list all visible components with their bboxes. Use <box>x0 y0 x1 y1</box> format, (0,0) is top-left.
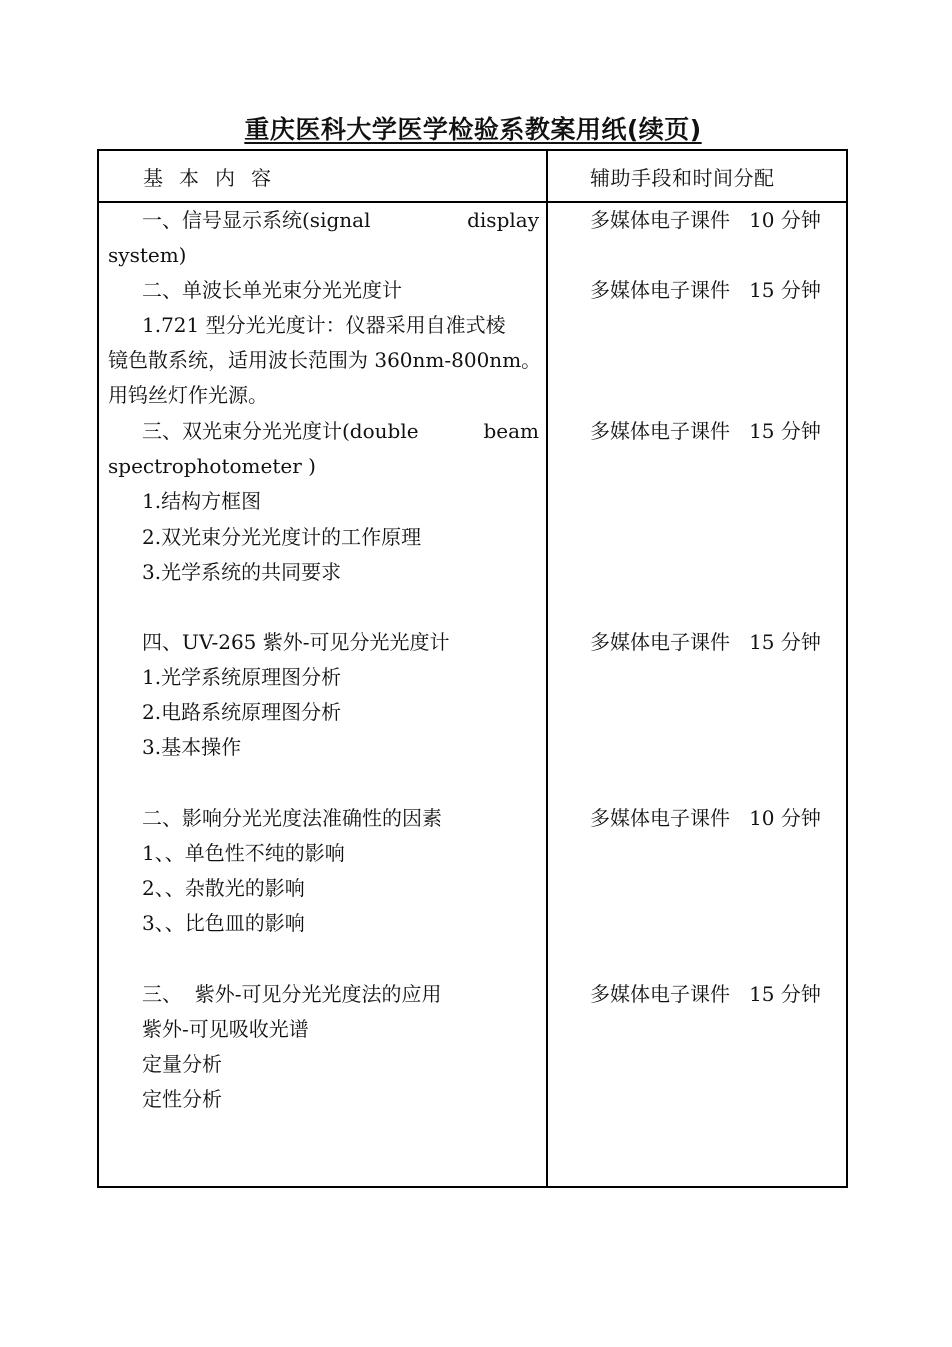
section-2-title: 二、单波长单光束分光光度计 <box>142 278 402 302</box>
aids-column-header: 辅助手段和时间分配 <box>590 166 775 190</box>
section-4-title: 四、UV-265 紫外-可见分光光度计 <box>142 630 450 654</box>
list-item: 1.光学系统原理图分析 <box>142 665 342 689</box>
section-3-title-cont: spectrophotometer ) <box>108 454 316 478</box>
list-item: 3.光学系统的共同要求 <box>142 560 342 584</box>
section-1-title-cont: system) <box>108 243 187 267</box>
section-3-title-part2: beam <box>483 419 539 443</box>
section-1-title-part2: display <box>467 208 539 232</box>
list-item: 2.电路系统原理图分析 <box>142 700 342 724</box>
page-title: 重庆医科大学医学检验系教案用纸(续页) <box>244 115 702 144</box>
section-6-title: 三、 紫外-可见分光光度法的应用 <box>142 982 442 1006</box>
section-1-title <box>108 203 539 238</box>
section-3-title-part1: 三、双光束分光光度计(double <box>142 419 419 443</box>
aid-5: 多媒体电子课件 10 分钟 <box>590 806 821 830</box>
list-item: 紫外-可见吸收光谱 <box>142 1017 309 1041</box>
lesson-plan-table <box>97 149 848 1188</box>
list-item: 1.结构方框图 <box>142 489 262 513</box>
section-5-title: 二、影响分光光度法准确性的因素 <box>142 806 442 830</box>
content-column-header: 基本内容 <box>143 166 287 190</box>
aid-3: 多媒体电子课件 15 分钟 <box>590 419 821 443</box>
section-1-title-part1: 一、信号显示系统(signal <box>142 208 371 232</box>
section-3-title <box>108 414 539 449</box>
list-item: 3.基本操作 <box>142 735 242 759</box>
list-item: 2、、杂散光的影响 <box>142 876 305 900</box>
aid-4: 多媒体电子课件 15 分钟 <box>590 630 821 654</box>
list-item: 2.双光束分光光度计的工作原理 <box>142 525 422 549</box>
list-item: 定性分析 <box>142 1087 222 1111</box>
section-2-desc-line3: 用钨丝灯作光源。 <box>108 383 268 407</box>
list-item: 3、、比色皿的影响 <box>142 911 305 935</box>
aid-6: 多媒体电子课件 15 分钟 <box>590 982 821 1006</box>
aid-2: 多媒体电子课件 15 分钟 <box>590 278 821 302</box>
section-2-desc-line2: 镜色散系统，适用波长范围为 360nm-800nm。 <box>108 348 542 372</box>
aid-1: 多媒体电子课件 10 分钟 <box>590 208 821 232</box>
section-2-desc-line1: 1.721 型分光光度计：仪器采用自准式棱 <box>142 313 506 337</box>
list-item: 1、、单色性不纯的影响 <box>142 841 345 865</box>
list-item: 定量分析 <box>142 1052 222 1076</box>
